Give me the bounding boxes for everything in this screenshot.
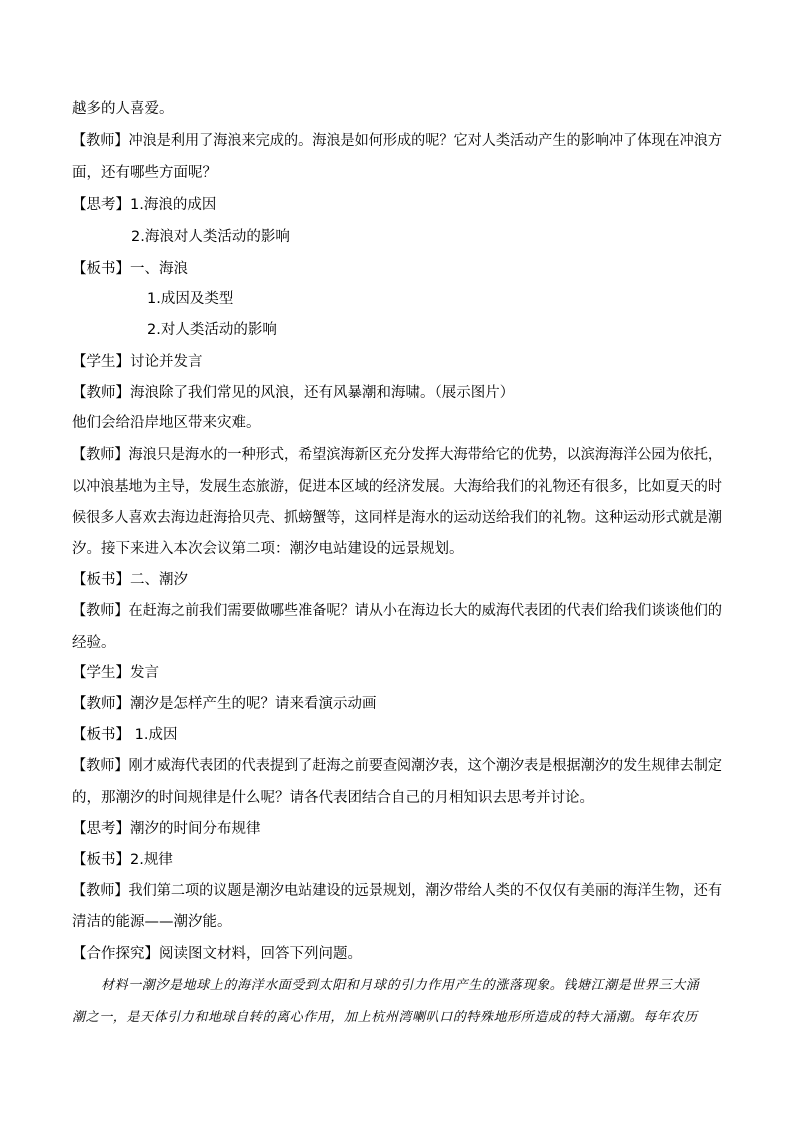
text-line: 他们会给沿岸地区带来灾难。 (72, 415, 261, 431)
text-line: 【教师】我们第二项的议题是潮汐电站建设的远景规划，潮汐带给人类的不仅仅有美丽的海洋生物，还有 (72, 883, 722, 899)
text-line: 面，还有哪些方面呢？ (72, 165, 217, 181)
text-line: 【教师】刚才威海代表团的代表提到了赶海之前要查阅潮汐表，这个潮汐表是根据潮汐的发生规律去制定 (72, 758, 722, 774)
text-line: 清洁的能源——潮汐能。 (72, 914, 232, 930)
text-line: 【学生】讨论并发言 (72, 354, 203, 370)
material-text-line: 材料一潮汐是地球上的海洋水面受到太阳和月球的引力作用产生的涨落现象。钱塘江潮是世界三大涌 (101, 978, 700, 993)
text-line: 【教师】潮汐是怎样产生的呢？请来看演示动画 (72, 696, 377, 712)
text-line: 【板书】2.规律 (72, 852, 173, 868)
text-line: 2.对人类活动的影响 (147, 322, 277, 338)
text-line: 【思考】潮汐的时间分布规律 (72, 821, 261, 837)
text-line: 【合作探究】阅读图文材料，回答下列问题。 (72, 946, 362, 962)
text-line: 的，那潮汐的时间规律是什么呢？请各代表团结合自己的月相知识去思考并讨论。 (72, 790, 594, 806)
text-line: 越多的人喜爱。 (72, 101, 174, 117)
text-line: 【教师】海浪只是海水的一种形式，希望滨海新区充分发挥大海带给它的优势，以滨海海洋公园为依托， (72, 447, 722, 463)
text-line: 以冲浪基地为主导，发展生态旅游，促进本区域的经济发展。大海给我们的礼物还有很多，比如夏天的时 (72, 479, 722, 495)
text-line: 【思考】1.海浪的成因 (72, 197, 217, 213)
text-line: 【教师】海浪除了我们常见的风浪，还有风暴潮和海啸。（展示图片） (72, 385, 515, 401)
text-line: 汐。接下来进入本次会议第二项：潮汐电站建设的远景规划。 (72, 541, 464, 557)
text-line: 2.海浪对人类活动的影响 (131, 229, 290, 245)
text-line: 1.成因及类型 (147, 291, 234, 307)
text-line: 【板书】二、潮汐 (72, 572, 188, 588)
text-line: 候很多人喜欢去海边赶海拾贝壳、抓螃蟹等，这同样是海水的运动送给我们的礼物。这种运动形式就是潮 (72, 510, 722, 526)
material-text-line: 潮之一，是天体引力和地球自转的离心作用，加上杭州湾喇叭口的特殊地形所造成的特大涌潮。每年农历 (72, 1010, 698, 1025)
text-line: 【教师】冲浪是利用了海浪来完成的。海浪是如何形成的呢？它对人类活动产生的影响冲了体现在冲浪方 (72, 133, 722, 149)
text-line: 经验。 (72, 635, 116, 651)
text-line: 【教师】在赶海之前我们需要做哪些准备呢？请从小在海边长大的威海代表团的代表们给我们谈谈他们的 (72, 603, 722, 619)
text-line: 【板书】 1.成因 (72, 727, 178, 743)
text-line: 【板书】一、海浪 (72, 261, 188, 277)
text-line: 【学生】发言 (72, 665, 159, 681)
